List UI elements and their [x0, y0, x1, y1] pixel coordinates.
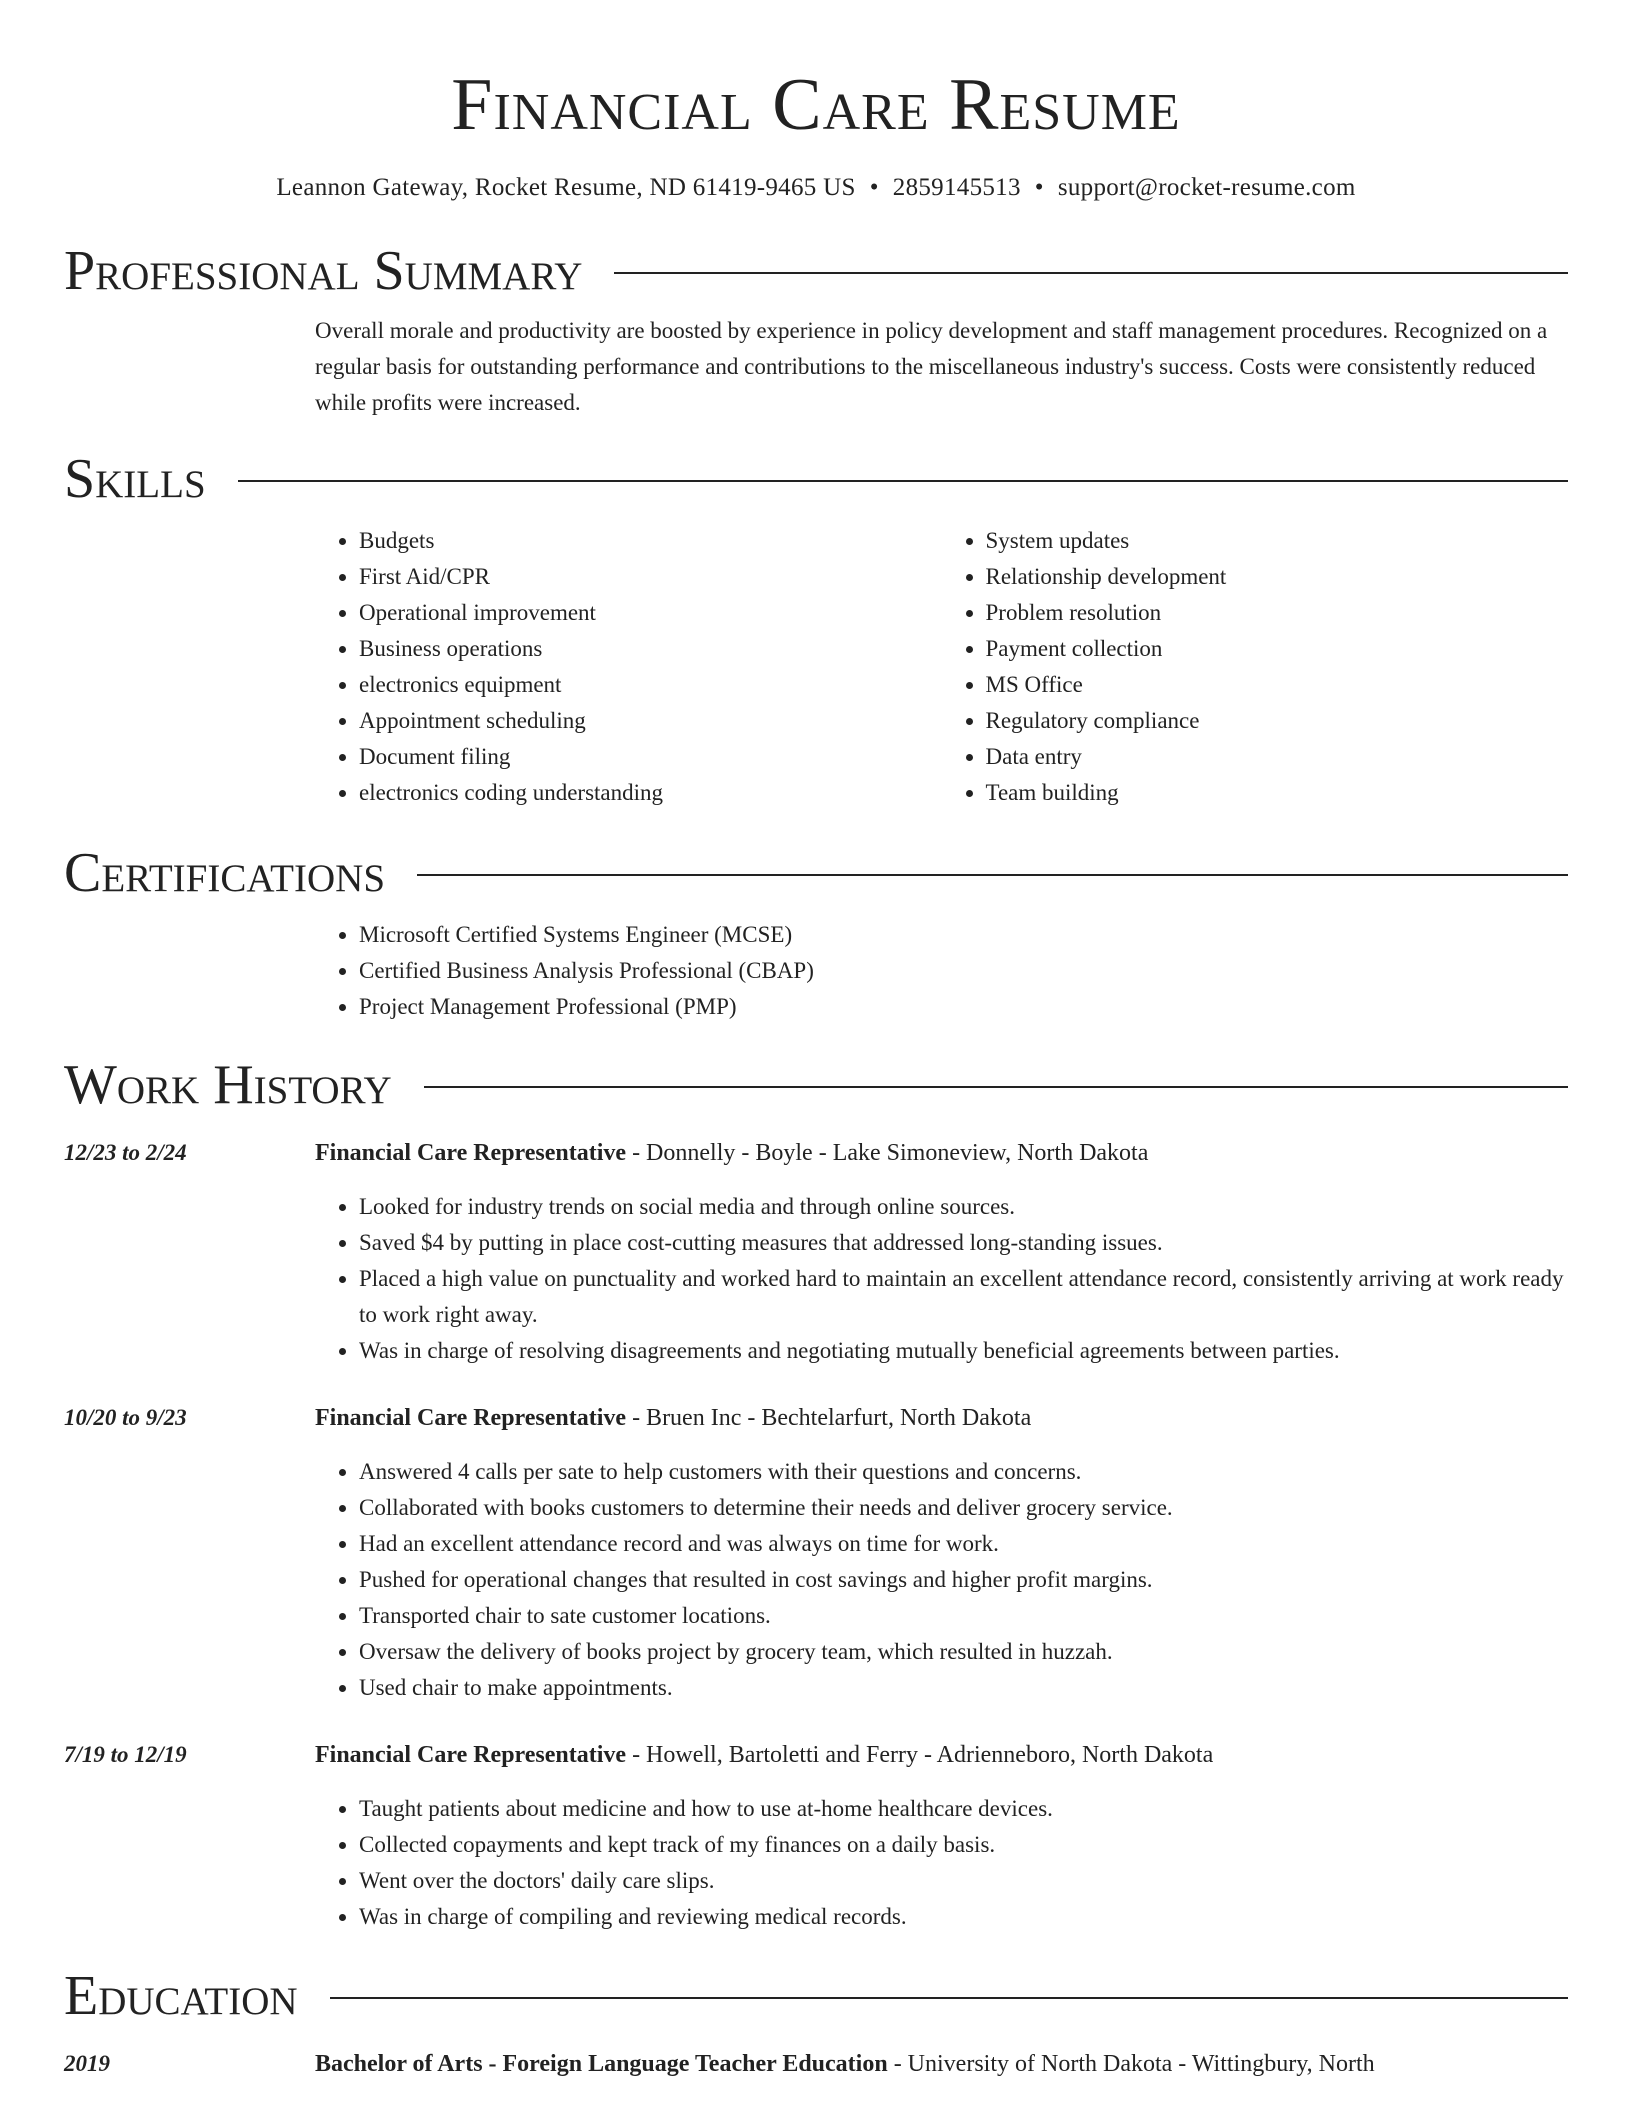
- skill-item: • System updates: [986, 523, 1569, 559]
- contact-email: support@rocket-resume.com: [1057, 174, 1356, 201]
- job-dates: 7/19 to 12/19: [64, 1742, 187, 1767]
- summary-text: Overall morale and productivity are boosted by experience in policy development and staff management procedures. Recognized on a regular basis for outstanding performance and contributions to the miscellaneous industry's success. Costs were consistently reduced while profits were increased.: [315, 318, 1548, 415]
- skills-section-header: [64, 449, 1568, 509]
- job-title: Financial Care Representative: [315, 1405, 627, 1431]
- job-bullet: • Collected copayments and kept track of my finances on a daily basis.: [359, 1827, 1568, 1863]
- job-bullet: • Pushed for operational changes that resulted in cost savings and higher profit margins.: [359, 1562, 1568, 1598]
- job-bullet: • Collaborated with books customers to determine their needs and deliver grocery service.: [359, 1490, 1568, 1526]
- skill-item: • MS Office: [986, 667, 1569, 703]
- job-bullet: • Taught patients about medicine and how to use at-home healthcare devices.: [359, 1791, 1568, 1827]
- skills-list-left: [315, 523, 942, 811]
- education-section: [64, 2046, 1568, 2082]
- job-bullet: • Placed a high value on punctuality and worked hard to maintain an excellent attendance record, consistently arriving at work ready to work right away.: [359, 1261, 1568, 1333]
- job-bullet: • Looked for industry trends on social media and through online sources.: [359, 1189, 1568, 1225]
- job-heading: [315, 1737, 1568, 1773]
- contact-line: [64, 172, 1568, 204]
- education-year: 2019: [64, 2051, 110, 2076]
- education-school: - University of North Dakota - Wittingbury, North: [887, 2051, 1375, 2077]
- skill-item: • electronics equipment: [359, 667, 942, 703]
- job-heading: [315, 1400, 1568, 1436]
- education-title: Education: [64, 1965, 298, 2027]
- job-details: [315, 1737, 1568, 1935]
- job-dates: 12/23 to 2/24: [64, 1140, 187, 1165]
- contact-phone: 2859145513: [892, 174, 1021, 201]
- section-divider: [238, 480, 1568, 482]
- skill-item: • Data entry: [986, 739, 1569, 775]
- skill-item: • Payment collection: [986, 631, 1569, 667]
- skill-item: • Operational improvement: [359, 595, 942, 631]
- job-details: [315, 1135, 1568, 1369]
- work-history-section: [64, 1135, 1568, 1935]
- certifications-section: [315, 917, 1568, 1025]
- work-title: Work History: [64, 1054, 392, 1116]
- job-bullets: [315, 1454, 1568, 1706]
- summary-section-header: [64, 241, 1568, 301]
- education-entry: [64, 2046, 1568, 2082]
- skill-item: • electronics coding understanding: [359, 775, 942, 811]
- skill-item: • Business operations: [359, 631, 942, 667]
- job-heading: [315, 1135, 1568, 1171]
- job-bullet: • Had an excellent attendance record and was always on time for work.: [359, 1526, 1568, 1562]
- certification-item: • Microsoft Certified Systems Engineer (MCSE): [359, 917, 1568, 953]
- job-bullet: • Oversaw the delivery of books project by grocery team, which resulted in huzzah.: [359, 1634, 1568, 1670]
- job-company: - Howell, Bartoletti and Ferry - Adrienneboro, North Dakota: [626, 1742, 1214, 1768]
- job-company: - Bruen Inc - Bechtelarfurt, North Dakota: [626, 1405, 1032, 1431]
- job-title: Financial Care Representative: [315, 1140, 627, 1166]
- skill-item: • Relationship development: [986, 559, 1569, 595]
- certifications-title: Certifications: [64, 842, 386, 904]
- summary-title: Professional Summary: [64, 240, 583, 302]
- skills-title: Skills: [64, 448, 206, 510]
- contact-separator: •: [869, 174, 879, 201]
- job-row: [64, 1737, 1568, 1935]
- job-company: - Donnelly - Boyle - Lake Simoneview, North Dakota: [626, 1140, 1149, 1166]
- summary-section: [315, 313, 1568, 421]
- education-details: [315, 2046, 1568, 2082]
- job-bullets: [315, 1189, 1568, 1369]
- skill-item: • First Aid/CPR: [359, 559, 942, 595]
- job-details: [315, 1400, 1568, 1706]
- job-dates: 10/20 to 9/23: [64, 1405, 187, 1430]
- skill-item: • Budgets: [359, 523, 942, 559]
- education-section-header: [64, 1966, 1568, 2026]
- job-bullet: • Went over the doctors' daily care slips.: [359, 1863, 1568, 1899]
- section-divider: [614, 272, 1568, 274]
- work-section-header: [64, 1055, 1568, 1115]
- job-bullet: • Answered 4 calls per sate to help customers with their questions and concerns.: [359, 1454, 1568, 1490]
- education-degree: Bachelor of Arts - Foreign Language Teacher Education: [315, 2051, 888, 2077]
- job-row: [64, 1135, 1568, 1369]
- job-title: Financial Care Representative: [315, 1742, 627, 1768]
- certification-item: • Certified Business Analysis Professional (CBAP): [359, 953, 1568, 989]
- resume-page: [64, 0, 1568, 2082]
- certification-item: • Project Management Professional (PMP): [359, 989, 1568, 1025]
- job-bullet: • Was in charge of compiling and reviewing medical records.: [359, 1899, 1568, 1935]
- job-row: [64, 1400, 1568, 1706]
- job-bullet: • Saved $4 by putting in place cost-cutting measures that addressed long-standing issues.: [359, 1225, 1568, 1261]
- skill-item: • Problem resolution: [986, 595, 1569, 631]
- resume-name: Financial Care Resume: [451, 64, 1181, 146]
- job-bullet: • Transported chair to sate customer locations.: [359, 1598, 1568, 1634]
- job-entry: [64, 1737, 1568, 1935]
- job-bullets: [315, 1791, 1568, 1935]
- contact-address: Leannon Gateway, Rocket Resume, ND 61419-9465 US: [276, 174, 856, 201]
- job-entry: [64, 1135, 1568, 1369]
- job-entry: [64, 1400, 1568, 1706]
- skill-item: • Team building: [986, 775, 1569, 811]
- certifications-list: [315, 917, 1568, 1025]
- skills-list-right: [942, 523, 1569, 811]
- job-bullet: • Used chair to make appointments.: [359, 1670, 1568, 1706]
- section-divider: [417, 874, 1568, 876]
- skill-item: • Appointment scheduling: [359, 703, 942, 739]
- skills-section: [315, 523, 1568, 811]
- contact-separator: •: [1034, 174, 1044, 201]
- section-divider: [330, 1997, 1568, 1999]
- section-divider: [424, 1086, 1568, 1088]
- job-bullet: • Was in charge of resolving disagreements and negotiating mutually beneficial agreements between parties.: [359, 1333, 1568, 1369]
- certifications-section-header: [64, 843, 1568, 903]
- skill-item: • Regulatory compliance: [986, 703, 1569, 739]
- skill-item: • Document filing: [359, 739, 942, 775]
